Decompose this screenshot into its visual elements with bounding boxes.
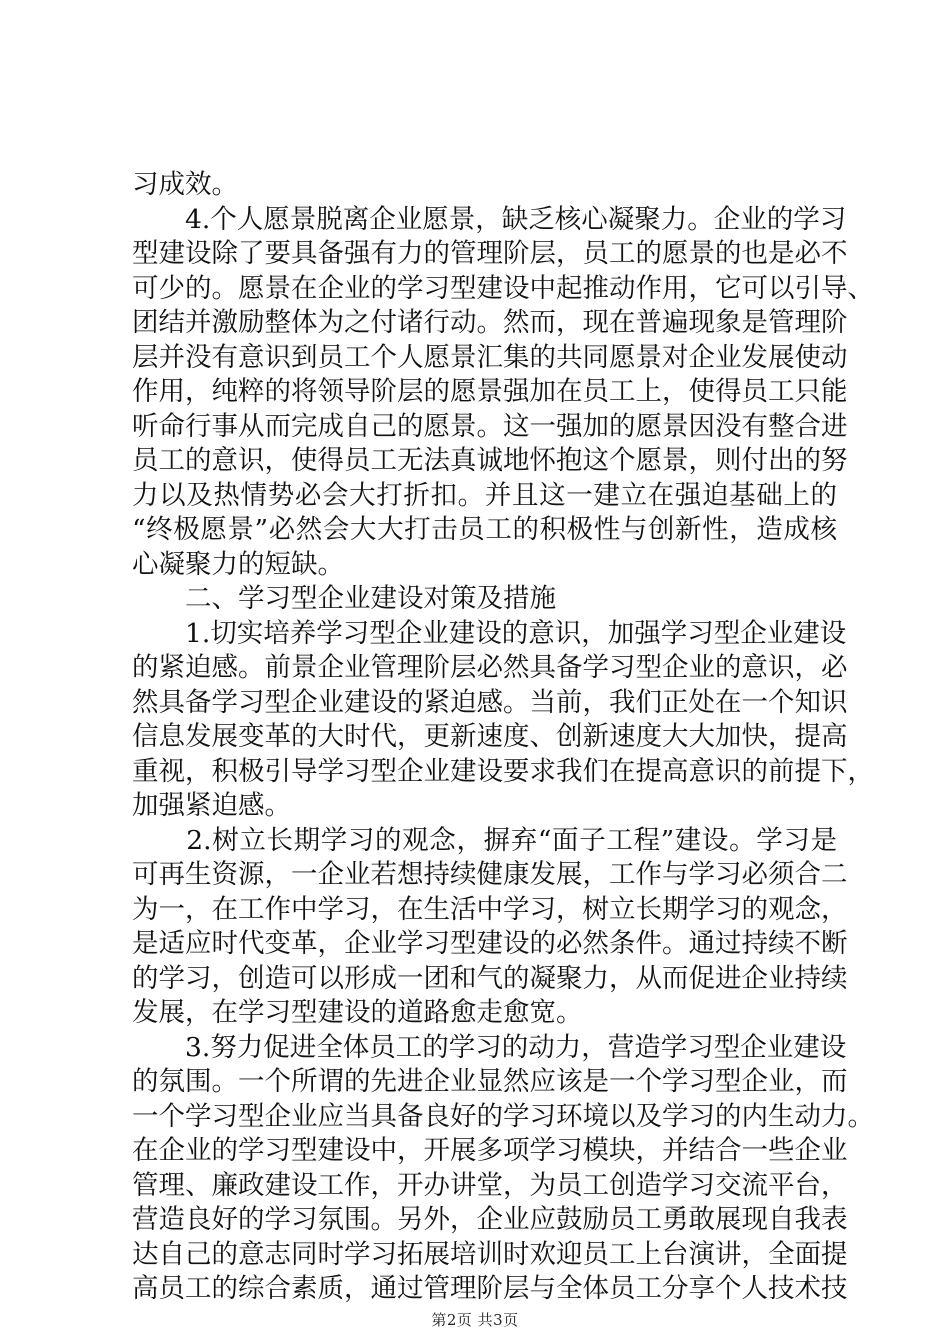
section-heading: 二、学习型企业建设对策及措施 <box>132 583 556 614</box>
text-line: 信息发展变革的大时代，更新速度、创新速度大大加快，提高 <box>132 721 848 752</box>
text-line: 力以及热情势必会大打折扣。并且这一建立在强迫基础上的 <box>132 479 837 511</box>
text-line: 团结并激励整体为之付诸行动。然而，现在普遍现象是管理阶 <box>132 307 848 338</box>
text-line: 的氛围。一个所谓的先进企业显然应该是一个学习型企业，而 <box>132 1066 848 1097</box>
text-line: 为一，在工作中学习，在生活中学习，树立长期学习的观念， <box>132 893 848 925</box>
text-line: 型建设除了要具备强有力的管理阶层，员工的愿景的也是必不 <box>132 238 848 269</box>
page-number-footer: 第2页 共3页 <box>431 1311 519 1329</box>
text-line: 然具备学习型企业建设的紧迫感。当前，我们正处在一个知识 <box>132 686 848 718</box>
text-line: 4.个人愿景脱离企业愿景，缺乏核心凝聚力。企业的学习 <box>132 203 847 235</box>
text-line: 的学习，创造可以形成一团和气的凝聚力，从而促进企业持续 <box>132 962 848 994</box>
document-body <box>132 168 874 1307</box>
text-line: 听命行事从而完成自己的愿景。这一强加的愿景因没有整合进 <box>132 410 848 442</box>
text-line: 可再生资源，一企业若想持续健康发展，工作与学习必须合二 <box>132 859 848 890</box>
text-line: 管理、廉政建设工作，开办讲堂，为员工创造学习交流平台， <box>132 1169 848 1201</box>
text-line: 高员工的综合素质，通过管理阶层与全体员工分享个人技术技 <box>132 1273 848 1304</box>
text-line: 的紧迫感。前景企业管理阶层必然具备学习型企业的意识，必 <box>132 652 848 683</box>
text-line: 员工的意识，使得员工无法真诚地怀抱这个愿景，则付出的努 <box>132 445 848 476</box>
text-line: 加强紧迫感。 <box>132 790 291 821</box>
text-line: 1.切实培养学习型企业建设的意识，加强学习型企业建设 <box>132 617 847 649</box>
text-line: 3.努力促进全体员工的学习的动力，营造学习型企业建设 <box>132 1031 847 1063</box>
text-line: 营造良好的学习氛围。另外，企业应鼓励员工勇敢展现自我表 <box>132 1204 848 1235</box>
text-line: 在企业的学习型建设中，开展多项学习模块，并结合一些企业 <box>132 1135 848 1166</box>
text-line: 达自己的意志同时学习拓展培训时欢迎员工上台演讲，全面提 <box>132 1238 848 1270</box>
text-line: 一个学习型企业应当具备良好的学习环境以及学习的内生动力。 <box>132 1100 874 1132</box>
text-line: “终极愿景”必然会大大打击员工的积极性与创新性，造成核 <box>132 514 837 545</box>
text-line: 发展，在学习型建设的道路愈走愈宽。 <box>132 997 583 1028</box>
text-line: 层并没有意识到员工个人愿景汇集的共同愿景对企业发展使动 <box>132 341 848 373</box>
text-line: 是适应时代变革，企业学习型建设的必然条件。通过持续不断 <box>132 928 848 959</box>
text-line: 作用，纯粹的将领导阶层的愿景强加在员工上，使得员工只能 <box>132 376 848 407</box>
text-line: 习成效。 <box>132 169 238 200</box>
text-line: 心凝聚力的短缺。 <box>132 548 344 580</box>
text-line: 2.树立长期学习的观念，摒弃“面子工程”建设。学习是 <box>132 824 837 856</box>
text-line: 重视，积极引导学习型企业建设要求我们在提高意识的前提下， <box>132 755 874 787</box>
text-line: 可少的。愿景在企业的学习型建设中起推动作用，它可以引导、 <box>132 272 874 304</box>
